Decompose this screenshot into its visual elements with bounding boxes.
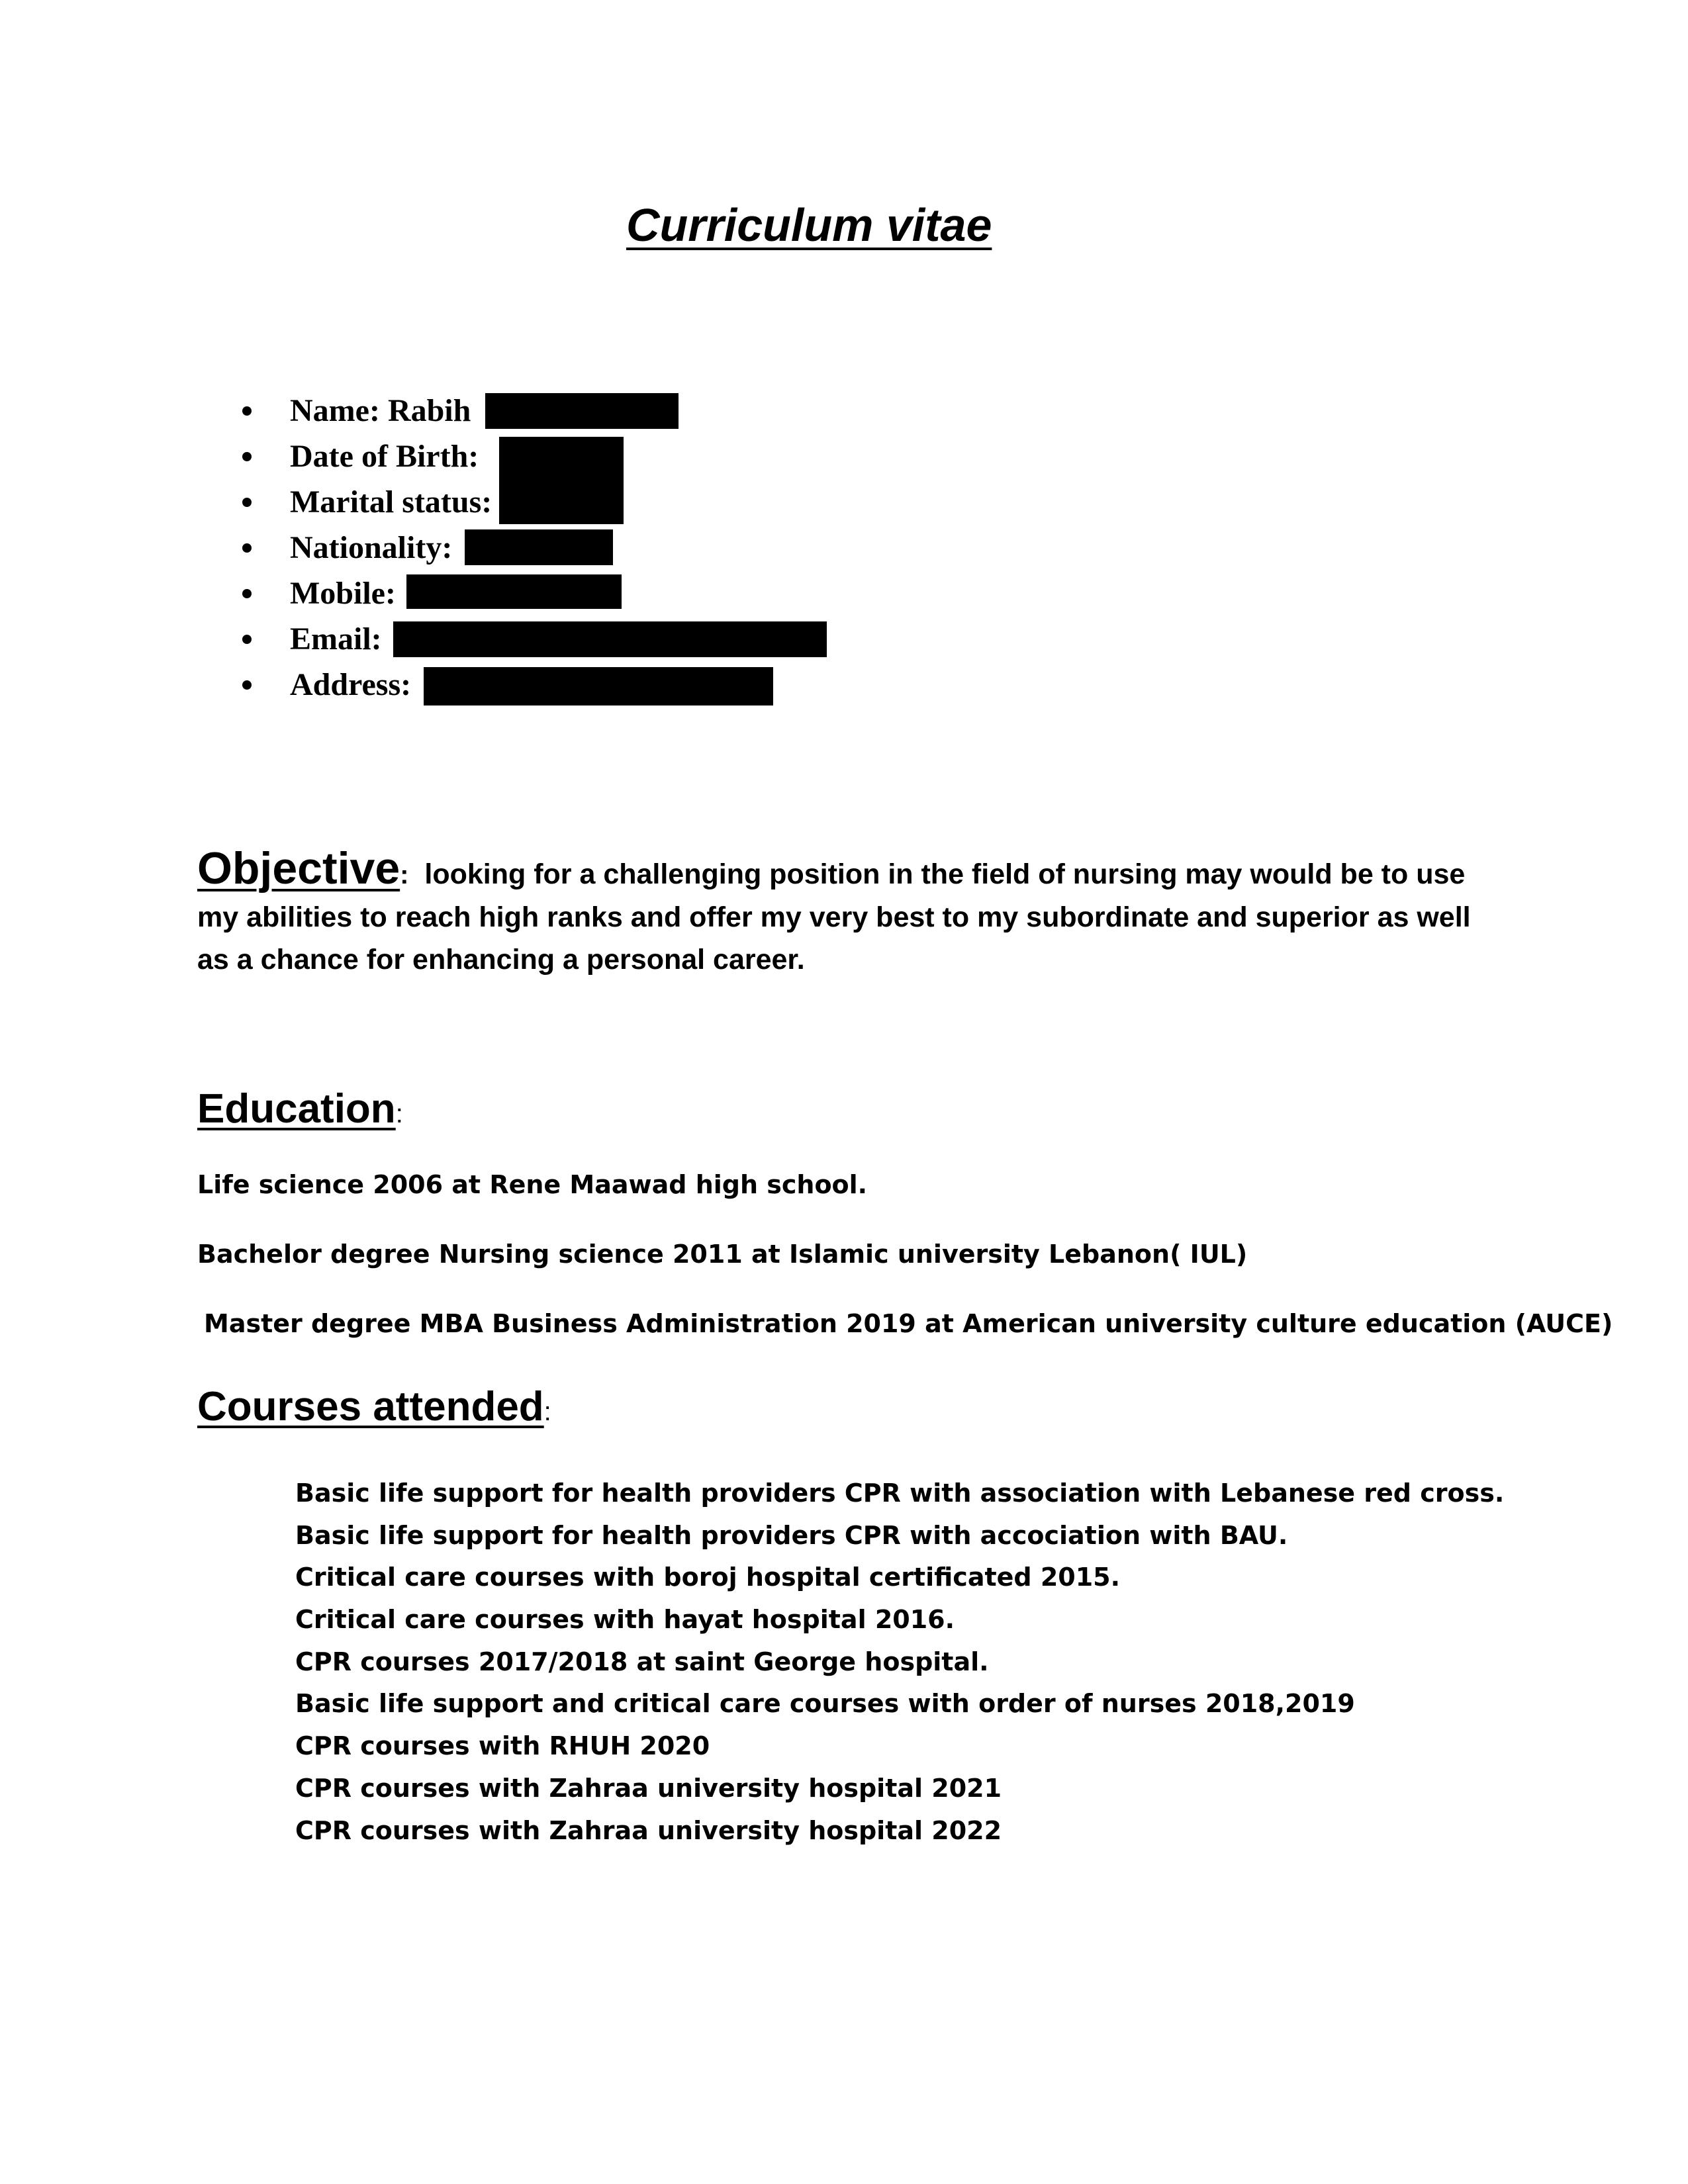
personal-info-item xyxy=(242,479,492,525)
objective-section xyxy=(197,843,1495,981)
bullet-icon xyxy=(242,589,252,598)
objective-text: looking for a challenging position in the field of nursing may would be to use my abilities to reach high ranks and offer my very best to my subordinate and superior as well as a chance for enhancing a personal career. xyxy=(197,858,1471,976)
redaction-email xyxy=(393,621,827,657)
courses-heading: Courses attended xyxy=(197,1384,544,1430)
course-item: Basic life support for health providers CPR with accociation with BAU. xyxy=(295,1520,1288,1550)
bullet-icon xyxy=(242,406,252,416)
personal-info-item xyxy=(242,525,492,570)
education-colon: : xyxy=(395,1099,403,1128)
bullet-icon xyxy=(242,498,252,507)
dob-label: Date of Birth: xyxy=(290,439,479,474)
courses-colon: : xyxy=(543,1397,551,1426)
course-item: Basic life support for health providers CPR with association with Lebanese red cross. xyxy=(295,1479,1505,1508)
education-heading: Education xyxy=(197,1086,396,1132)
education-item: Bachelor degree Nursing science 2011 at Islamic university Lebanon( IUL) xyxy=(197,1240,1248,1269)
course-item: Critical care courses with boroj hospital certificated 2015. xyxy=(295,1563,1121,1592)
email-label: Email: xyxy=(290,621,382,657)
objective-colon: : xyxy=(400,860,409,889)
redaction-address xyxy=(424,667,773,705)
bullet-icon xyxy=(242,543,252,553)
courses-list xyxy=(295,1473,1504,1852)
redaction-nationality xyxy=(465,529,613,565)
mobile-label: Mobile: xyxy=(290,576,396,611)
bullet-icon xyxy=(242,635,252,644)
course-item: Critical care courses with hayat hospital 2016. xyxy=(295,1605,955,1635)
document-title: Curriculum vitae xyxy=(626,199,992,251)
course-item: CPR courses with RHUH 2020 xyxy=(295,1731,710,1761)
course-item: Basic life support and critical care courses with order of nurses 2018,2019 xyxy=(295,1689,1355,1719)
personal-info-item xyxy=(242,433,492,479)
education-item: Life science 2006 at Rene Maawad high school. xyxy=(197,1170,868,1199)
address-label: Address: xyxy=(290,667,412,702)
personal-info-item xyxy=(242,388,492,433)
bullet-icon xyxy=(242,452,252,461)
education-item: Master degree MBA Business Administration 2019 at American university culture education (AUCE) xyxy=(204,1309,1613,1338)
nationality-label: Nationality: xyxy=(290,530,453,565)
objective-heading: Objective xyxy=(197,843,400,893)
redaction-mobile xyxy=(406,574,622,609)
bullet-icon xyxy=(242,680,252,690)
course-item: CPR courses with Zahraa university hospital 2021 xyxy=(295,1773,1002,1803)
name-label: Name: Rabih xyxy=(290,393,471,428)
redaction-dob-marital xyxy=(499,437,624,524)
marital-status-label: Marital status: xyxy=(290,484,492,520)
courses-heading-row xyxy=(197,1383,551,1430)
course-item: CPR courses 2017/2018 at saint George hospital. xyxy=(295,1647,989,1676)
course-item: CPR courses with Zahraa university hospital 2022 xyxy=(295,1815,1002,1845)
personal-info-list xyxy=(242,388,492,707)
education-heading-row xyxy=(197,1085,403,1132)
redaction-name xyxy=(485,393,679,429)
